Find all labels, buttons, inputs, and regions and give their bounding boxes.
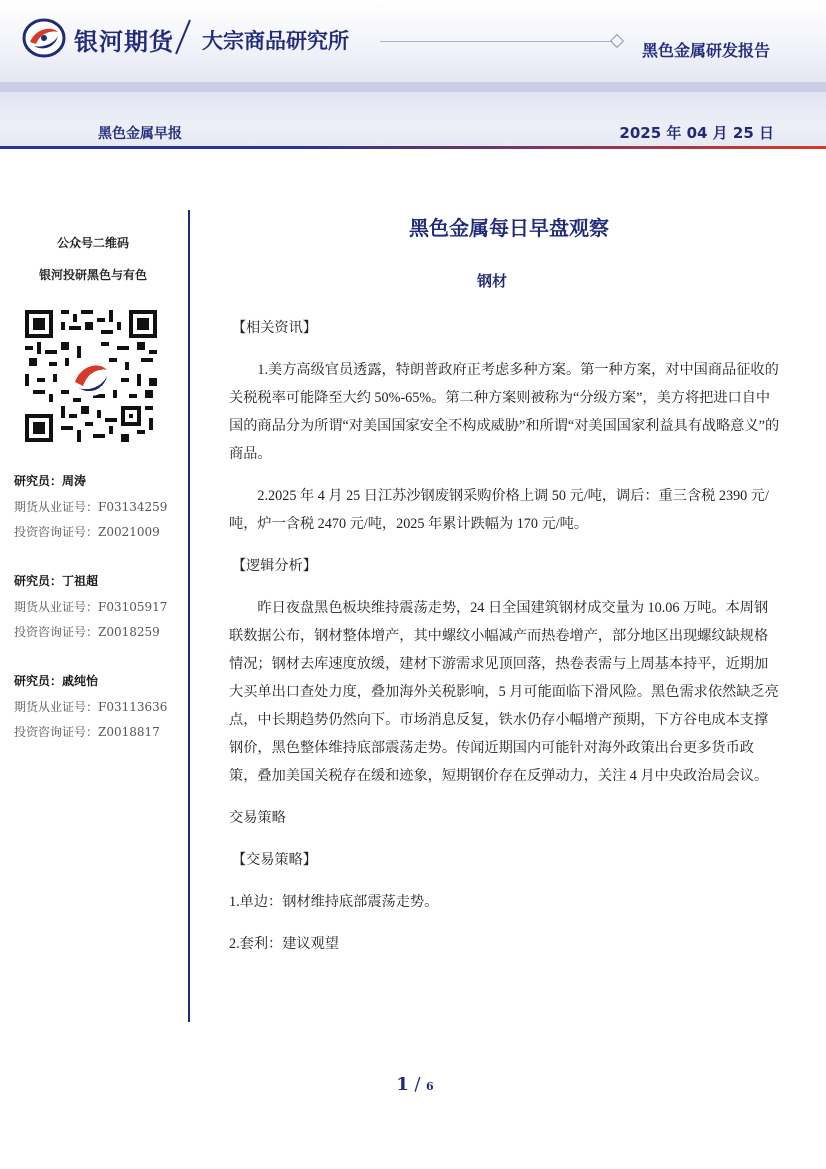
consulting-license: 投资咨询证号：Z0021009 [14,525,160,539]
futures-license: 期货从业证号：F03113636 [14,700,168,714]
trade-label: 交易策略 [229,810,286,826]
report-type: 黑色金属研发报告 [641,41,770,60]
document-subtitle: 钢材 [476,272,507,290]
page-separator: / [414,1074,421,1095]
decorative-line [380,41,612,42]
consulting-license: 投资咨询证号：Z0018259 [14,625,160,639]
trade-heading: 【交易策略】 [231,852,317,868]
qr-code-icon [25,310,157,442]
futures-license: 期货从业证号：F03134259 [14,500,168,514]
sidebar-divider [188,210,190,1022]
logic-heading: 【逻辑分析】 [231,558,317,574]
logic-paragraph: 昨日夜盘黑色板块维持震荡走势，24 日全国建筑钢材成交量为 10.06 万吨。本周钢联数据公布，钢材整体增产，其中螺纹小幅减产而热卷增产，部分地区出现螺纹缺规格情况；钢材去库速度放缓，建材下游需求见顶回落，热卷表需与上周基本持平，近期加大买单出口查处力度，叠加海外关税影响，5 月可能面临下滑风险。黑色需求依然缺乏亮点，中长期趋势仍然向下。市场消息反复，铁水仍存小幅增产预期，下方谷电成本支撑钢价，黑色整体维持底部震荡走势。传闻近期国内可能针对海外政策出台更多货币政策，叠加美国关税存在缓和迹象，短期钢价存在反弹动力，关注 4 月中央政治局会议。 [229,600,779,784]
header-band [0,82,826,92]
page-number [380,1074,450,1095]
researcher-card [14,472,184,545]
qr-title: 公众号二维码 [56,236,129,250]
sidebar [0,210,186,1022]
researcher-name: 研究员：周涛 [14,474,87,488]
researcher-card [14,572,184,645]
news-item: 2.2025 年 4 月 25 日江苏沙钢废钢采购价格上调 50 元/吨，调后：重三含税 2390 元/吨，炉一含税 2470 元/吨，2025 年累计跌幅为 170 元/吨。 [229,488,769,532]
consulting-license: 投资咨询证号：Z0018817 [14,725,160,739]
report-name: 黑色金属早报 [98,126,182,142]
researcher-card [14,672,184,745]
total-pages: 6 [426,1080,434,1093]
header-divider [0,146,826,149]
report-date: 2025 年 04 月 25 日 [619,124,774,142]
researcher-name: 研究员：戚纯怡 [14,674,99,688]
brand-name: 银河期货 [74,28,174,56]
researcher-name: 研究员：丁祖超 [14,574,99,588]
document-title: 黑色金属每日早盘观察 [409,216,609,240]
main-content [229,314,781,972]
news-heading: 【相关资讯】 [231,320,317,336]
trade-item: 1.单边：钢材维持底部震荡走势。 [229,894,439,910]
qr-subtitle: 银河投研黑色与有色 [38,268,147,282]
slash-divider [172,18,194,56]
trade-item: 2.套利：建议观望 [229,936,339,952]
current-page: 1 [396,1074,409,1095]
news-item: 1.美方高级官员透露，特朗普政府正考虑多种方案。第一种方案，对中国商品征收的关税税率可能降至大约 50%-65%。第二种方案则被称为“分级方案”，美方将把进口自中国的商品分为所谓“对美国国家安全不构成威胁”和所谓“对美国国家利益具有战略意义”的商品。 [229,362,780,462]
futures-license: 期货从业证号：F03105917 [14,600,168,614]
institute-name: 大宗商品研究所 [202,29,349,53]
galaxy-logo-icon [22,18,66,58]
